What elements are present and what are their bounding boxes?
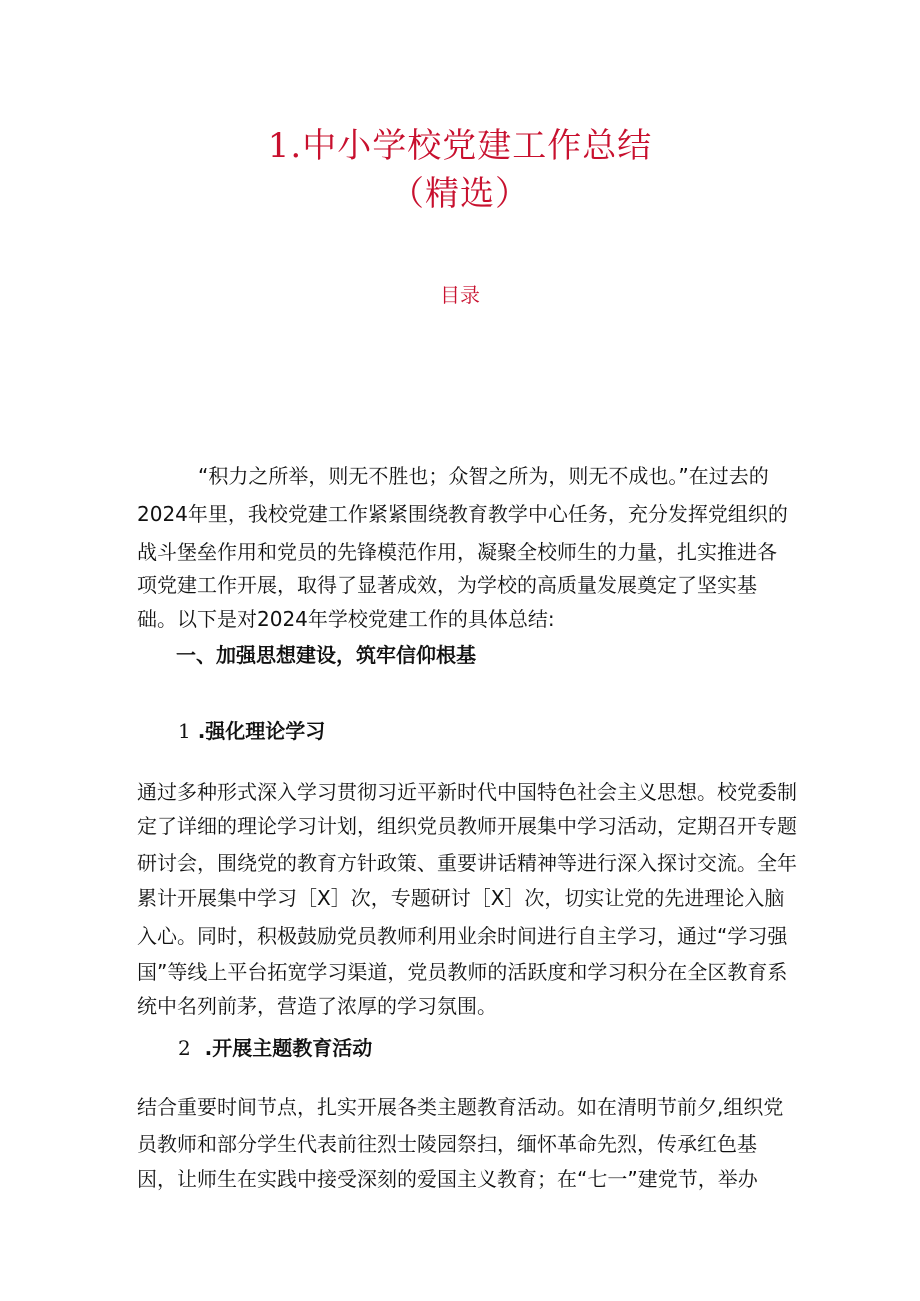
intro-line: “积力之所举，则无不胜也；众智之所为，则无不成也。”在过去的 [198,464,769,488]
document-subtitle: （精选） [390,174,530,214]
paragraph-line: 通过多种形式深入学习贯彻习近平新时代中国特色社会主义思想。校党委制 [137,780,797,804]
paragraph-line: 累计开展集中学习［X］次，专题研讨［X］次，切实让党的先进理论入脑 [137,886,785,910]
paragraph-line: 研讨会，围绕党的教育方针政策、重要讲话精神等进行深入探讨交流。全年 [137,851,797,875]
paragraph-line: 国”等线上平台拓宽学习渠道，党员教师的活跃度和学习积分在全区教育系 [137,960,788,984]
subsection-number: 2 [178,1036,191,1060]
intro-line: 战斗堡垒作用和党员的先锋模范作用，凝聚全校师生的力量，扎实推进各 [137,540,777,564]
paragraph-line: 入心。同时，积极鼓励党员教师利用业余时间进行自主学习，通过“学习强 [137,924,788,948]
intro-line: 2024年里，我校党建工作紧紧围绕教育教学中心任务，充分发挥党组织的 [137,502,788,526]
section-heading: 一、加强思想建设，筑牢信仰根基 [176,643,476,667]
paragraph-line: 因，让师生在实践中接受深刻的爱国主义教育；在“七一”建党节，举办 [137,1167,758,1191]
intro-line: 项党建工作开展，取得了显著成效，为学校的高质量发展奠定了坚实基 [137,573,757,597]
paragraph-line: 定了详细的理论学习计划，组织党员教师开展集中学习活动，定期召开专题 [137,814,797,838]
intro-line: 础。以下是对2024年学校党建工作的具体总结: [137,607,555,631]
paragraph-line: 结合重要时间节点，扎实开展各类主题教育活动。如在清明节前夕,组织党 [137,1095,784,1119]
paragraph-line: 员教师和部分学生代表前往烈士陵园祭扫，缅怀革命先烈，传承红色基 [137,1132,757,1156]
subsection-title: .开展主题教育活动 [204,1036,373,1060]
subsection-heading [178,1038,372,1058]
paragraph-line: 统中名列前茅，营造了浓厚的学习氛围。 [137,994,497,1018]
document-title: 1.中小学校党建工作总结 [267,126,653,166]
subsection-title: .强化理论学习 [197,719,326,743]
subsection-heading [178,721,325,741]
subsection-number: 1 [178,719,191,743]
table-of-contents-label: 目录 [440,283,480,307]
